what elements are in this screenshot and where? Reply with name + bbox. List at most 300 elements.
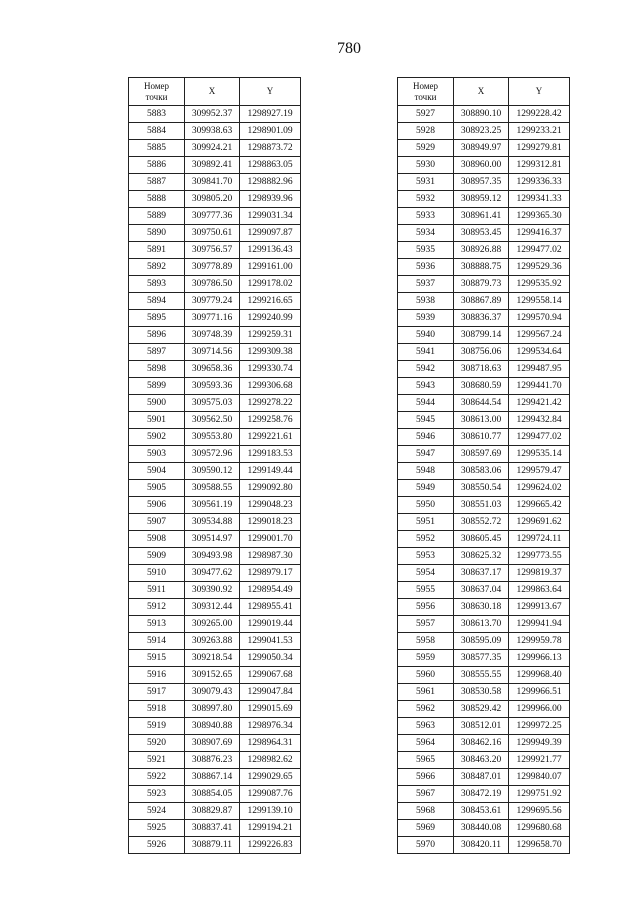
cell-y: 1299535.92 bbox=[509, 276, 570, 293]
cell-y: 1299529.36 bbox=[509, 259, 570, 276]
cell-x: 309771.16 bbox=[185, 310, 240, 327]
table-row bbox=[129, 191, 301, 208]
cell-x: 309750.61 bbox=[185, 225, 240, 242]
table-row bbox=[398, 786, 570, 803]
cell-x: 308926.88 bbox=[454, 242, 509, 259]
cell-x: 308867.89 bbox=[454, 293, 509, 310]
cell-x: 309534.88 bbox=[185, 514, 240, 531]
cell-x: 308836.37 bbox=[454, 310, 509, 327]
table-row bbox=[129, 361, 301, 378]
table-row bbox=[398, 208, 570, 225]
cell-y: 1299226.83 bbox=[240, 837, 301, 854]
cell-point-number: 5942 bbox=[398, 361, 454, 378]
table-row bbox=[398, 106, 570, 123]
table-row bbox=[398, 361, 570, 378]
cell-x: 308949.97 bbox=[454, 140, 509, 157]
table-row bbox=[398, 157, 570, 174]
cell-x: 309493.98 bbox=[185, 548, 240, 565]
table-row bbox=[129, 667, 301, 684]
cell-y: 1299921.77 bbox=[509, 752, 570, 769]
cell-point-number: 5927 bbox=[398, 106, 454, 123]
cell-point-number: 5963 bbox=[398, 718, 454, 735]
table-row bbox=[398, 803, 570, 820]
cell-point-number: 5903 bbox=[129, 446, 185, 463]
cell-point-number: 5896 bbox=[129, 327, 185, 344]
table-row bbox=[398, 565, 570, 582]
table-row bbox=[398, 735, 570, 752]
cell-point-number: 5945 bbox=[398, 412, 454, 429]
cell-x: 309477.62 bbox=[185, 565, 240, 582]
cell-point-number: 5931 bbox=[398, 174, 454, 191]
cell-x: 309756.57 bbox=[185, 242, 240, 259]
cell-x: 309892.41 bbox=[185, 157, 240, 174]
table-row bbox=[129, 293, 301, 310]
cell-point-number: 5884 bbox=[129, 123, 185, 140]
cell-point-number: 5958 bbox=[398, 633, 454, 650]
cell-y: 1298982.62 bbox=[240, 752, 301, 769]
cell-y: 1299092.80 bbox=[240, 480, 301, 497]
cell-x: 308530.58 bbox=[454, 684, 509, 701]
cell-x: 308453.61 bbox=[454, 803, 509, 820]
cell-y: 1299477.02 bbox=[509, 429, 570, 446]
cell-x: 308529.42 bbox=[454, 701, 509, 718]
cell-point-number: 5936 bbox=[398, 259, 454, 276]
cell-x: 309714.56 bbox=[185, 344, 240, 361]
cell-x: 309514.97 bbox=[185, 531, 240, 548]
cell-y: 1299365.30 bbox=[509, 208, 570, 225]
table-row bbox=[398, 837, 570, 854]
cell-y: 1298964.31 bbox=[240, 735, 301, 752]
cell-x: 308512.01 bbox=[454, 718, 509, 735]
cell-y: 1299680.68 bbox=[509, 820, 570, 837]
cell-y: 1299178.02 bbox=[240, 276, 301, 293]
cell-y: 1299336.33 bbox=[509, 174, 570, 191]
header-point-number: Номер точки bbox=[129, 78, 185, 106]
header-point-number: Номер точки bbox=[398, 78, 454, 106]
cell-y: 1299624.02 bbox=[509, 480, 570, 497]
table-row bbox=[398, 820, 570, 837]
table-row bbox=[129, 378, 301, 395]
cell-x: 308644.54 bbox=[454, 395, 509, 412]
cell-point-number: 5944 bbox=[398, 395, 454, 412]
cell-y: 1298979.17 bbox=[240, 565, 301, 582]
table-row bbox=[129, 412, 301, 429]
cell-point-number: 5966 bbox=[398, 769, 454, 786]
cell-y: 1299050.34 bbox=[240, 650, 301, 667]
cell-y: 1299966.51 bbox=[509, 684, 570, 701]
table-row bbox=[129, 684, 301, 701]
cell-y: 1298873.72 bbox=[240, 140, 301, 157]
cell-x: 308890.10 bbox=[454, 106, 509, 123]
cell-x: 309561.19 bbox=[185, 497, 240, 514]
cell-x: 308605.45 bbox=[454, 531, 509, 548]
cell-point-number: 5897 bbox=[129, 344, 185, 361]
cell-x: 309748.39 bbox=[185, 327, 240, 344]
cell-x: 308420.11 bbox=[454, 837, 509, 854]
cell-point-number: 5962 bbox=[398, 701, 454, 718]
cell-y: 1299149.44 bbox=[240, 463, 301, 480]
cell-point-number: 5887 bbox=[129, 174, 185, 191]
table-row bbox=[398, 480, 570, 497]
cell-x: 308487.01 bbox=[454, 769, 509, 786]
cell-y: 1299968.40 bbox=[509, 667, 570, 684]
table-row bbox=[398, 429, 570, 446]
cell-point-number: 5902 bbox=[129, 429, 185, 446]
cell-x: 308595.09 bbox=[454, 633, 509, 650]
table-row bbox=[398, 276, 570, 293]
cell-x: 309841.70 bbox=[185, 174, 240, 191]
cell-x: 308957.35 bbox=[454, 174, 509, 191]
cell-point-number: 5905 bbox=[129, 480, 185, 497]
cell-y: 1299047.84 bbox=[240, 684, 301, 701]
cell-point-number: 5894 bbox=[129, 293, 185, 310]
cell-y: 1299228.42 bbox=[509, 106, 570, 123]
cell-x: 308472.19 bbox=[454, 786, 509, 803]
cell-y: 1299087.76 bbox=[240, 786, 301, 803]
table-row bbox=[398, 259, 570, 276]
cell-y: 1299136.43 bbox=[240, 242, 301, 259]
cell-point-number: 5907 bbox=[129, 514, 185, 531]
cell-y: 1299658.70 bbox=[509, 837, 570, 854]
table-row bbox=[129, 174, 301, 191]
cell-x: 308440.08 bbox=[454, 820, 509, 837]
cell-y: 1299751.92 bbox=[509, 786, 570, 803]
page-number: 780 bbox=[337, 40, 361, 57]
cell-x: 308867.14 bbox=[185, 769, 240, 786]
cell-point-number: 5952 bbox=[398, 531, 454, 548]
table-row bbox=[129, 208, 301, 225]
cell-point-number: 5970 bbox=[398, 837, 454, 854]
cell-y: 1299067.68 bbox=[240, 667, 301, 684]
cell-x: 308577.35 bbox=[454, 650, 509, 667]
cell-y: 1299341.33 bbox=[509, 191, 570, 208]
cell-y: 1299819.37 bbox=[509, 565, 570, 582]
cell-y: 1299567.24 bbox=[509, 327, 570, 344]
table-row bbox=[398, 327, 570, 344]
cell-point-number: 5938 bbox=[398, 293, 454, 310]
cell-point-number: 5937 bbox=[398, 276, 454, 293]
cell-y: 1299949.39 bbox=[509, 735, 570, 752]
cell-y: 1298954.49 bbox=[240, 582, 301, 599]
cell-x: 308597.69 bbox=[454, 446, 509, 463]
coordinates-table-right bbox=[397, 77, 570, 854]
cell-x: 309924.21 bbox=[185, 140, 240, 157]
cell-point-number: 5920 bbox=[129, 735, 185, 752]
cell-y: 1298901.09 bbox=[240, 123, 301, 140]
table-body-left bbox=[129, 106, 301, 854]
cell-y: 1299018.23 bbox=[240, 514, 301, 531]
cell-point-number: 5899 bbox=[129, 378, 185, 395]
cell-x: 308613.00 bbox=[454, 412, 509, 429]
cell-x: 309593.36 bbox=[185, 378, 240, 395]
cell-point-number: 5939 bbox=[398, 310, 454, 327]
table-row bbox=[129, 803, 301, 820]
cell-y: 1299233.21 bbox=[509, 123, 570, 140]
cell-x: 308625.32 bbox=[454, 548, 509, 565]
cell-point-number: 5892 bbox=[129, 259, 185, 276]
table-row bbox=[398, 225, 570, 242]
table-row bbox=[398, 191, 570, 208]
cell-point-number: 5940 bbox=[398, 327, 454, 344]
cell-point-number: 5909 bbox=[129, 548, 185, 565]
table-row bbox=[129, 395, 301, 412]
cell-point-number: 5933 bbox=[398, 208, 454, 225]
cell-x: 308837.41 bbox=[185, 820, 240, 837]
cell-x: 309575.03 bbox=[185, 395, 240, 412]
cell-y: 1299432.84 bbox=[509, 412, 570, 429]
cell-point-number: 5961 bbox=[398, 684, 454, 701]
table-row bbox=[129, 548, 301, 565]
cell-point-number: 5960 bbox=[398, 667, 454, 684]
cell-x: 309777.36 bbox=[185, 208, 240, 225]
table-row bbox=[398, 718, 570, 735]
cell-y: 1298939.96 bbox=[240, 191, 301, 208]
cell-point-number: 5917 bbox=[129, 684, 185, 701]
cell-x: 308879.73 bbox=[454, 276, 509, 293]
cell-point-number: 5914 bbox=[129, 633, 185, 650]
cell-y: 1299695.56 bbox=[509, 803, 570, 820]
table-row bbox=[129, 837, 301, 854]
table-row bbox=[129, 429, 301, 446]
cell-point-number: 5900 bbox=[129, 395, 185, 412]
table-row bbox=[398, 344, 570, 361]
cell-x: 309079.43 bbox=[185, 684, 240, 701]
cell-x: 308959.12 bbox=[454, 191, 509, 208]
cell-point-number: 5964 bbox=[398, 735, 454, 752]
table-row bbox=[398, 599, 570, 616]
cell-x: 308610.77 bbox=[454, 429, 509, 446]
table-row bbox=[129, 157, 301, 174]
table-row bbox=[129, 242, 301, 259]
cell-x: 309572.96 bbox=[185, 446, 240, 463]
table-row bbox=[129, 633, 301, 650]
table-row bbox=[129, 259, 301, 276]
table-row bbox=[129, 820, 301, 837]
cell-y: 1299001.70 bbox=[240, 531, 301, 548]
table-row bbox=[398, 514, 570, 531]
table-row bbox=[129, 463, 301, 480]
cell-y: 1298987.30 bbox=[240, 548, 301, 565]
cell-point-number: 5883 bbox=[129, 106, 185, 123]
table-row bbox=[398, 769, 570, 786]
cell-x: 309312.44 bbox=[185, 599, 240, 616]
cell-y: 1298882.96 bbox=[240, 174, 301, 191]
cell-point-number: 5959 bbox=[398, 650, 454, 667]
cell-y: 1299665.42 bbox=[509, 497, 570, 514]
cell-y: 1298955.41 bbox=[240, 599, 301, 616]
cell-y: 1299278.22 bbox=[240, 395, 301, 412]
cell-y: 1299279.81 bbox=[509, 140, 570, 157]
cell-point-number: 5935 bbox=[398, 242, 454, 259]
cell-x: 308552.72 bbox=[454, 514, 509, 531]
cell-x: 308940.88 bbox=[185, 718, 240, 735]
cell-x: 308960.00 bbox=[454, 157, 509, 174]
cell-x: 309263.88 bbox=[185, 633, 240, 650]
table-row bbox=[129, 599, 301, 616]
cell-y: 1299579.47 bbox=[509, 463, 570, 480]
table-row bbox=[129, 140, 301, 157]
table-row bbox=[398, 123, 570, 140]
cell-y: 1299216.65 bbox=[240, 293, 301, 310]
cell-x: 308680.59 bbox=[454, 378, 509, 395]
table-row bbox=[398, 684, 570, 701]
table-row bbox=[398, 582, 570, 599]
cell-x: 309938.63 bbox=[185, 123, 240, 140]
cell-y: 1299535.14 bbox=[509, 446, 570, 463]
cell-point-number: 5957 bbox=[398, 616, 454, 633]
cell-x: 309218.54 bbox=[185, 650, 240, 667]
cell-y: 1299097.87 bbox=[240, 225, 301, 242]
cell-x: 309390.92 bbox=[185, 582, 240, 599]
cell-x: 308630.18 bbox=[454, 599, 509, 616]
cell-y: 1299306.68 bbox=[240, 378, 301, 395]
table-row bbox=[398, 531, 570, 548]
cell-point-number: 5949 bbox=[398, 480, 454, 497]
cell-point-number: 5901 bbox=[129, 412, 185, 429]
cell-point-number: 5912 bbox=[129, 599, 185, 616]
cell-y: 1299194.21 bbox=[240, 820, 301, 837]
cell-x: 309779.24 bbox=[185, 293, 240, 310]
cell-x: 308637.04 bbox=[454, 582, 509, 599]
table-row bbox=[398, 667, 570, 684]
cell-y: 1299724.11 bbox=[509, 531, 570, 548]
table-row bbox=[398, 497, 570, 514]
header-x: X bbox=[185, 78, 240, 106]
table-row bbox=[398, 548, 570, 565]
cell-y: 1298927.19 bbox=[240, 106, 301, 123]
cell-point-number: 5889 bbox=[129, 208, 185, 225]
table-row bbox=[398, 378, 570, 395]
cell-x: 308876.23 bbox=[185, 752, 240, 769]
cell-x: 308907.69 bbox=[185, 735, 240, 752]
cell-x: 308555.55 bbox=[454, 667, 509, 684]
cell-x: 309952.37 bbox=[185, 106, 240, 123]
cell-x: 308961.41 bbox=[454, 208, 509, 225]
cell-point-number: 5926 bbox=[129, 837, 185, 854]
table-row bbox=[129, 497, 301, 514]
table-row bbox=[129, 106, 301, 123]
cell-point-number: 5928 bbox=[398, 123, 454, 140]
cell-x: 309553.80 bbox=[185, 429, 240, 446]
cell-point-number: 5951 bbox=[398, 514, 454, 531]
header-y: Y bbox=[240, 78, 301, 106]
table-row bbox=[129, 769, 301, 786]
cell-point-number: 5941 bbox=[398, 344, 454, 361]
cell-y: 1299029.65 bbox=[240, 769, 301, 786]
table-row bbox=[129, 514, 301, 531]
cell-point-number: 5915 bbox=[129, 650, 185, 667]
cell-y: 1298863.05 bbox=[240, 157, 301, 174]
coordinates-table-left bbox=[128, 77, 301, 854]
cell-y: 1299019.44 bbox=[240, 616, 301, 633]
cell-x: 308879.11 bbox=[185, 837, 240, 854]
cell-x: 309658.36 bbox=[185, 361, 240, 378]
cell-x: 309152.65 bbox=[185, 667, 240, 684]
cell-y: 1299416.37 bbox=[509, 225, 570, 242]
table-row bbox=[398, 310, 570, 327]
cell-y: 1299309.38 bbox=[240, 344, 301, 361]
cell-x: 308799.14 bbox=[454, 327, 509, 344]
table-row bbox=[129, 616, 301, 633]
cell-y: 1299966.00 bbox=[509, 701, 570, 718]
cell-point-number: 5954 bbox=[398, 565, 454, 582]
cell-x: 308953.45 bbox=[454, 225, 509, 242]
cell-y: 1299959.78 bbox=[509, 633, 570, 650]
cell-y: 1299221.61 bbox=[240, 429, 301, 446]
table-row bbox=[129, 225, 301, 242]
cell-point-number: 5923 bbox=[129, 786, 185, 803]
cell-y: 1299913.67 bbox=[509, 599, 570, 616]
table-row bbox=[129, 276, 301, 293]
cell-point-number: 5888 bbox=[129, 191, 185, 208]
cell-point-number: 5969 bbox=[398, 820, 454, 837]
table-row bbox=[398, 633, 570, 650]
table-row bbox=[398, 140, 570, 157]
cell-x: 308997.80 bbox=[185, 701, 240, 718]
cell-y: 1299966.13 bbox=[509, 650, 570, 667]
cell-y: 1299330.74 bbox=[240, 361, 301, 378]
cell-point-number: 5956 bbox=[398, 599, 454, 616]
table-header-row bbox=[398, 78, 570, 106]
cell-point-number: 5916 bbox=[129, 667, 185, 684]
cell-point-number: 5890 bbox=[129, 225, 185, 242]
cell-y: 1299972.25 bbox=[509, 718, 570, 735]
cell-point-number: 5950 bbox=[398, 497, 454, 514]
cell-y: 1299031.34 bbox=[240, 208, 301, 225]
cell-x: 309778.89 bbox=[185, 259, 240, 276]
table-row bbox=[129, 310, 301, 327]
table-row bbox=[129, 123, 301, 140]
cell-x: 308463.20 bbox=[454, 752, 509, 769]
cell-point-number: 5922 bbox=[129, 769, 185, 786]
cell-point-number: 5906 bbox=[129, 497, 185, 514]
cell-y: 1299015.69 bbox=[240, 701, 301, 718]
cell-point-number: 5904 bbox=[129, 463, 185, 480]
cell-point-number: 5929 bbox=[398, 140, 454, 157]
cell-x: 308756.06 bbox=[454, 344, 509, 361]
cell-x: 308637.17 bbox=[454, 565, 509, 582]
cell-x: 308888.75 bbox=[454, 259, 509, 276]
cell-y: 1299863.64 bbox=[509, 582, 570, 599]
table-row bbox=[398, 395, 570, 412]
cell-point-number: 5918 bbox=[129, 701, 185, 718]
cell-point-number: 5932 bbox=[398, 191, 454, 208]
cell-x: 308829.87 bbox=[185, 803, 240, 820]
cell-y: 1299240.99 bbox=[240, 310, 301, 327]
table-row bbox=[398, 616, 570, 633]
table-row bbox=[129, 752, 301, 769]
table-row bbox=[129, 718, 301, 735]
table-header-row bbox=[129, 78, 301, 106]
cell-y: 1299139.10 bbox=[240, 803, 301, 820]
cell-y: 1299691.62 bbox=[509, 514, 570, 531]
cell-point-number: 5925 bbox=[129, 820, 185, 837]
cell-y: 1299421.42 bbox=[509, 395, 570, 412]
cell-y: 1299041.53 bbox=[240, 633, 301, 650]
cell-point-number: 5967 bbox=[398, 786, 454, 803]
header-y: Y bbox=[509, 78, 570, 106]
table-row bbox=[129, 565, 301, 582]
table-row bbox=[129, 480, 301, 497]
cell-y: 1299048.23 bbox=[240, 497, 301, 514]
cell-point-number: 5919 bbox=[129, 718, 185, 735]
cell-y: 1299183.53 bbox=[240, 446, 301, 463]
cell-y: 1299487.95 bbox=[509, 361, 570, 378]
table-row bbox=[129, 735, 301, 752]
cell-x: 308923.25 bbox=[454, 123, 509, 140]
cell-x: 309265.00 bbox=[185, 616, 240, 633]
cell-y: 1299259.31 bbox=[240, 327, 301, 344]
